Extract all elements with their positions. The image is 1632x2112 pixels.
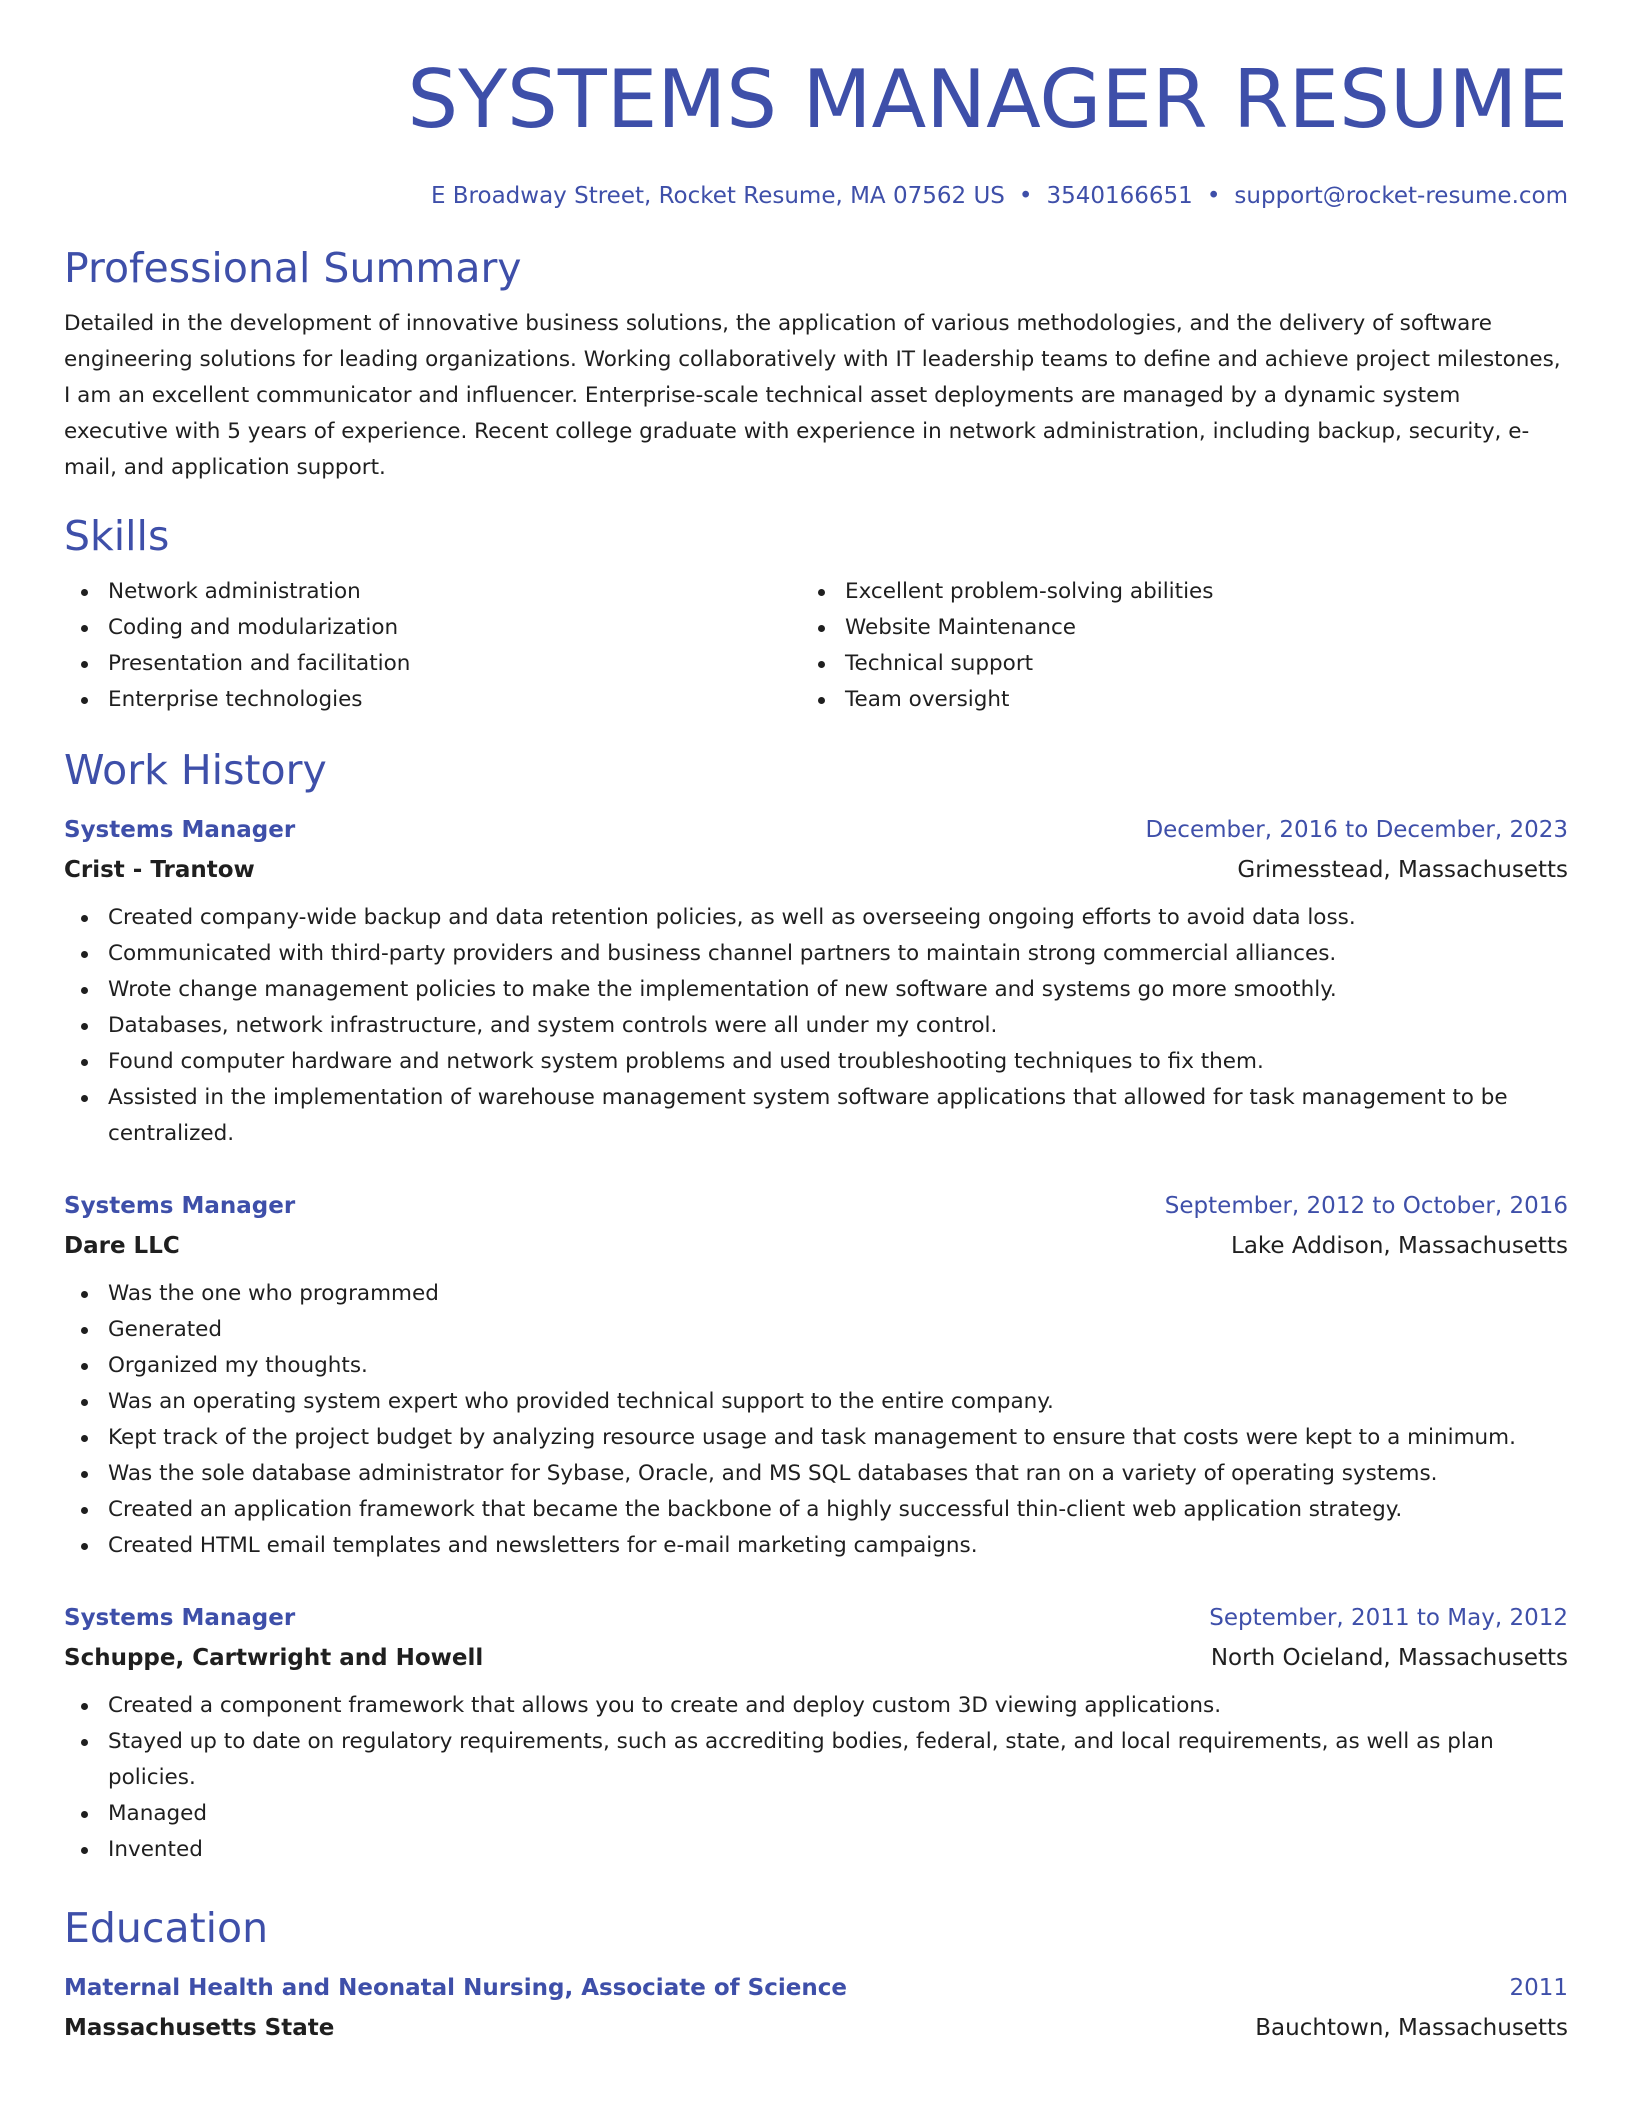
job-bullets bbox=[64, 900, 1568, 1152]
job-company-row bbox=[64, 850, 1568, 890]
job-bullet: Generated bbox=[64, 1312, 1568, 1348]
job-bullet: Created HTML email templates and newsletters for e-mail marketing campaigns. bbox=[64, 1528, 1568, 1564]
skills-columns bbox=[64, 574, 1568, 718]
job-title: Systems Manager bbox=[64, 1193, 296, 1219]
job-dates: December, 2016 to December, 2023 bbox=[1145, 817, 1568, 843]
job-bullet: Created company-wide backup and data retention policies, as well as overseeing ongoing efforts to avoid data loss. bbox=[64, 900, 1568, 936]
contact-phone: 3540166651 bbox=[1046, 183, 1193, 209]
job-bullets bbox=[64, 1276, 1568, 1564]
job-bullet: Assisted in the implementation of warehouse management system software applications that allowed for task management to be centralized. bbox=[64, 1080, 1568, 1152]
job-bullet: Wrote change management policies to make the implementation of new software and systems go more smoothly. bbox=[64, 972, 1568, 1008]
contact-separator: • bbox=[1206, 183, 1221, 209]
job-bullet: Databases, network infrastructure, and system controls were all under my control. bbox=[64, 1008, 1568, 1044]
job-dates: September, 2011 to May, 2012 bbox=[1209, 1605, 1568, 1631]
skill-item: Website Maintenance bbox=[801, 610, 1538, 646]
job-bullet: Was the sole database administrator for Sybase, Oracle, and MS SQL databases that ran on a variety of operating systems. bbox=[64, 1456, 1568, 1492]
job-entry bbox=[64, 810, 1568, 1152]
contact-address: E Broadway Street, Rocket Resume, MA 07562 US bbox=[430, 183, 1005, 209]
job-bullet: Created a component framework that allows you to create and deploy custom 3D viewing applications. bbox=[64, 1688, 1568, 1724]
education-school-row bbox=[64, 2008, 1568, 2048]
job-title-row bbox=[64, 1186, 1568, 1226]
job-entry bbox=[64, 1186, 1568, 1564]
job-location: North Ocieland, Massachusetts bbox=[1210, 1645, 1568, 1671]
job-bullet: Stayed up to date on regulatory requirements, such as accrediting bodies, federal, state, and local requirements, as well as plan policies. bbox=[64, 1724, 1568, 1796]
job-company: Schuppe, Cartwright and Howell bbox=[64, 1645, 484, 1671]
page-title: SYSTEMS MANAGER RESUME bbox=[407, 53, 1568, 146]
job-company: Dare LLC bbox=[64, 1233, 180, 1259]
job-title-row bbox=[64, 1598, 1568, 1638]
job-title: Systems Manager bbox=[64, 817, 296, 843]
work-history-section bbox=[64, 744, 1568, 1868]
contact-line bbox=[64, 180, 1568, 212]
skills-heading: Skills bbox=[64, 512, 170, 560]
skill-item: Team oversight bbox=[801, 682, 1538, 718]
education-section bbox=[64, 1902, 1568, 2048]
job-bullet: Was the one who programmed bbox=[64, 1276, 1568, 1312]
job-bullet: Invented bbox=[64, 1832, 1568, 1868]
job-company-row bbox=[64, 1638, 1568, 1678]
job-company: Crist - Trantow bbox=[64, 857, 255, 883]
skill-item: Excellent problem-solving abilities bbox=[801, 574, 1538, 610]
summary-section bbox=[64, 242, 1568, 486]
skill-item: Coding and modularization bbox=[64, 610, 801, 646]
skill-item: Enterprise technologies bbox=[64, 682, 801, 718]
job-bullet: Communicated with third-party providers and business channel partners to maintain strong commercial alliances. bbox=[64, 936, 1568, 972]
job-dates: September, 2012 to October, 2016 bbox=[1164, 1193, 1568, 1219]
job-entry bbox=[64, 1598, 1568, 1868]
job-bullet: Kept track of the project budget by analyzing resource usage and task management to ensure that costs were kept to a minimum. bbox=[64, 1420, 1568, 1456]
education-entry bbox=[64, 1968, 1568, 2048]
job-bullet: Created an application framework that became the backbone of a highly successful thin-client web application strategy. bbox=[64, 1492, 1568, 1528]
job-bullet: Organized my thoughts. bbox=[64, 1348, 1568, 1384]
skills-left-list bbox=[64, 574, 801, 718]
job-title: Systems Manager bbox=[64, 1605, 296, 1631]
education-heading: Education bbox=[64, 1904, 269, 1952]
contact-separator: • bbox=[1018, 183, 1033, 209]
education-year: 2011 bbox=[1509, 1975, 1568, 2001]
education-degree-row bbox=[64, 1968, 1568, 2008]
job-bullets bbox=[64, 1688, 1568, 1868]
resume-header bbox=[64, 0, 1568, 212]
work-history-heading: Work History bbox=[64, 746, 327, 794]
summary-text: Detailed in the development of innovative business solutions, the application of various methodologies, and the delivery of software engineering solutions for leading organizations. Working collaboratively with IT leadership teams to define and achieve project milestones, I am an excellent communicator and influencer. Enterprise-scale technical asset deployments are managed by a dynamic system executive with 5 years of experience. Recent college graduate with experience in network administration, including backup, security, e-mail, and application support. bbox=[64, 311, 1561, 480]
education-location: Bauchtown, Massachusetts bbox=[1255, 2015, 1568, 2041]
summary-heading: Professional Summary bbox=[64, 244, 522, 292]
skill-item: Technical support bbox=[801, 646, 1538, 682]
job-title-row bbox=[64, 810, 1568, 850]
skill-item: Presentation and facilitation bbox=[64, 646, 801, 682]
skills-section bbox=[64, 510, 1568, 718]
job-location: Lake Addison, Massachusetts bbox=[1231, 1233, 1568, 1259]
skill-item: Network administration bbox=[64, 574, 801, 610]
job-location: Grimesstead, Massachusetts bbox=[1237, 857, 1568, 883]
skills-right-list bbox=[801, 574, 1538, 718]
education-degree: Maternal Health and Neonatal Nursing, Associate of Science bbox=[64, 1975, 847, 2001]
job-bullet: Was an operating system expert who provided technical support to the entire company. bbox=[64, 1384, 1568, 1420]
job-bullet: Found computer hardware and network system problems and used troubleshooting techniques to fix them. bbox=[64, 1044, 1568, 1080]
contact-email: support@rocket-resume.com bbox=[1234, 183, 1568, 209]
job-bullet: Managed bbox=[64, 1796, 1568, 1832]
education-school: Massachusetts State bbox=[64, 2015, 335, 2041]
job-company-row bbox=[64, 1226, 1568, 1266]
